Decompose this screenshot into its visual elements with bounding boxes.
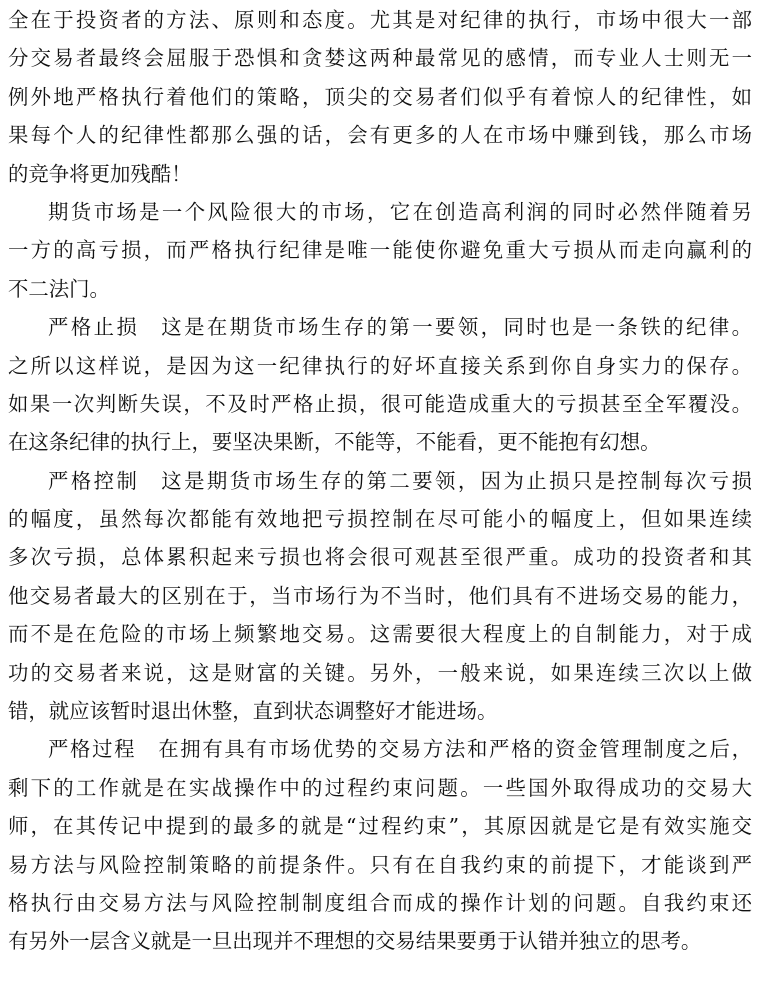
text-line: 他交易者最大的区别在于，当市场行为不当时，他们具有不进场交易的能力，	[8, 583, 752, 608]
paragraph-strict-control	[8, 462, 752, 731]
text-line: 的竞争将更加残酷！	[8, 161, 192, 186]
paragraph-strict-process	[8, 730, 752, 960]
text-line	[8, 308, 752, 346]
text-line: 分交易者最终会屈服于恐惧和贪婪这两种最常见的感情，而专业人士则无一	[8, 46, 752, 71]
text-line: 一方的高亏损，而严格执行纪律是唯一能使你避免重大亏损从而走向赢利的	[8, 238, 752, 263]
text-line: 不二法门。	[8, 276, 110, 301]
text-line: 易方法与风险控制策略的前提条件。只有在自我约束的前提下，才能谈到严	[8, 852, 752, 877]
text-line-content: 这是期货市场生存的第二要领，因为止损只是控制每次亏损	[161, 468, 752, 493]
section-term: 严格过程	[48, 737, 137, 762]
text-line	[8, 462, 752, 500]
text-line-content: 这是在期货市场生存的第一要领，同时也是一条铁的纪律。	[161, 315, 752, 340]
text-line: 之所以这样说，是因为这一纪律执行的好坏直接关系到你自身实力的保存。	[8, 353, 752, 378]
text-line	[8, 730, 752, 768]
text-line: 师，在其传记中提到的最多的就是“过程约束”，其原因就是它是有效实施交	[8, 814, 752, 839]
text-line: 功的交易者来说，这是财富的关键。另外，一般来说，如果连续三次以上做	[8, 660, 752, 685]
text-line: 错，就应该暂时退出休整，直到状态调整好才能进场。	[8, 699, 498, 724]
text-line: 的幅度，虽然每次都能有效地把亏损控制在尽可能小的幅度上，但如果连续	[8, 507, 752, 532]
document-page	[0, 1, 758, 997]
paragraph-discipline-intro	[8, 1, 752, 193]
text-line: 多次亏损，总体累积起来亏损也将会很可观甚至很严重。成功的投资者和其	[8, 545, 752, 570]
paragraph-futures-risk	[8, 193, 752, 308]
text-line: 在这条纪律的执行上，要坚决果断，不能等，不能看，更不能抱有幻想。	[8, 430, 661, 455]
text-line: 期货市场是一个风险很大的市场，它在创造高利润的同时必然伴随着另	[48, 199, 752, 224]
text-line-content: 在拥有具有市场优势的交易方法和严格的资金管理制度之后，	[158, 737, 752, 762]
text-line: 格执行由交易方法与风险控制制度组合而成的操作计划的问题。自我约束还	[8, 890, 752, 915]
section-term: 严格控制	[48, 468, 140, 493]
section-term: 严格止损	[48, 315, 140, 340]
text-line: 剩下的工作就是在实战操作中的过程约束问题。一些国外取得成功的交易大	[8, 775, 752, 800]
text-line: 例外地严格执行着他们的策略，顶尖的交易者们似乎有着惊人的纪律性，如	[8, 84, 752, 109]
text-line: 有另外一层含义就是一旦出现并不理想的交易结果要勇于认错并独立的思考。	[8, 929, 702, 954]
text-line: 果每个人的纪律性都那么强的话，会有更多的人在市场中赚到钱，那么市场	[8, 123, 752, 148]
text-line: 全在于投资者的方法、原则和态度。尤其是对纪律的执行，市场中很大一部	[8, 8, 752, 32]
text-line: 而不是在危险的市场上频繁地交易。这需要很大程度上的自制能力，对于成	[8, 622, 752, 647]
paragraph-strict-stop-loss	[8, 308, 752, 462]
text-line: 如果一次判断失误，不及时严格止损，很可能造成重大的亏损甚至全军覆没。	[8, 391, 752, 416]
